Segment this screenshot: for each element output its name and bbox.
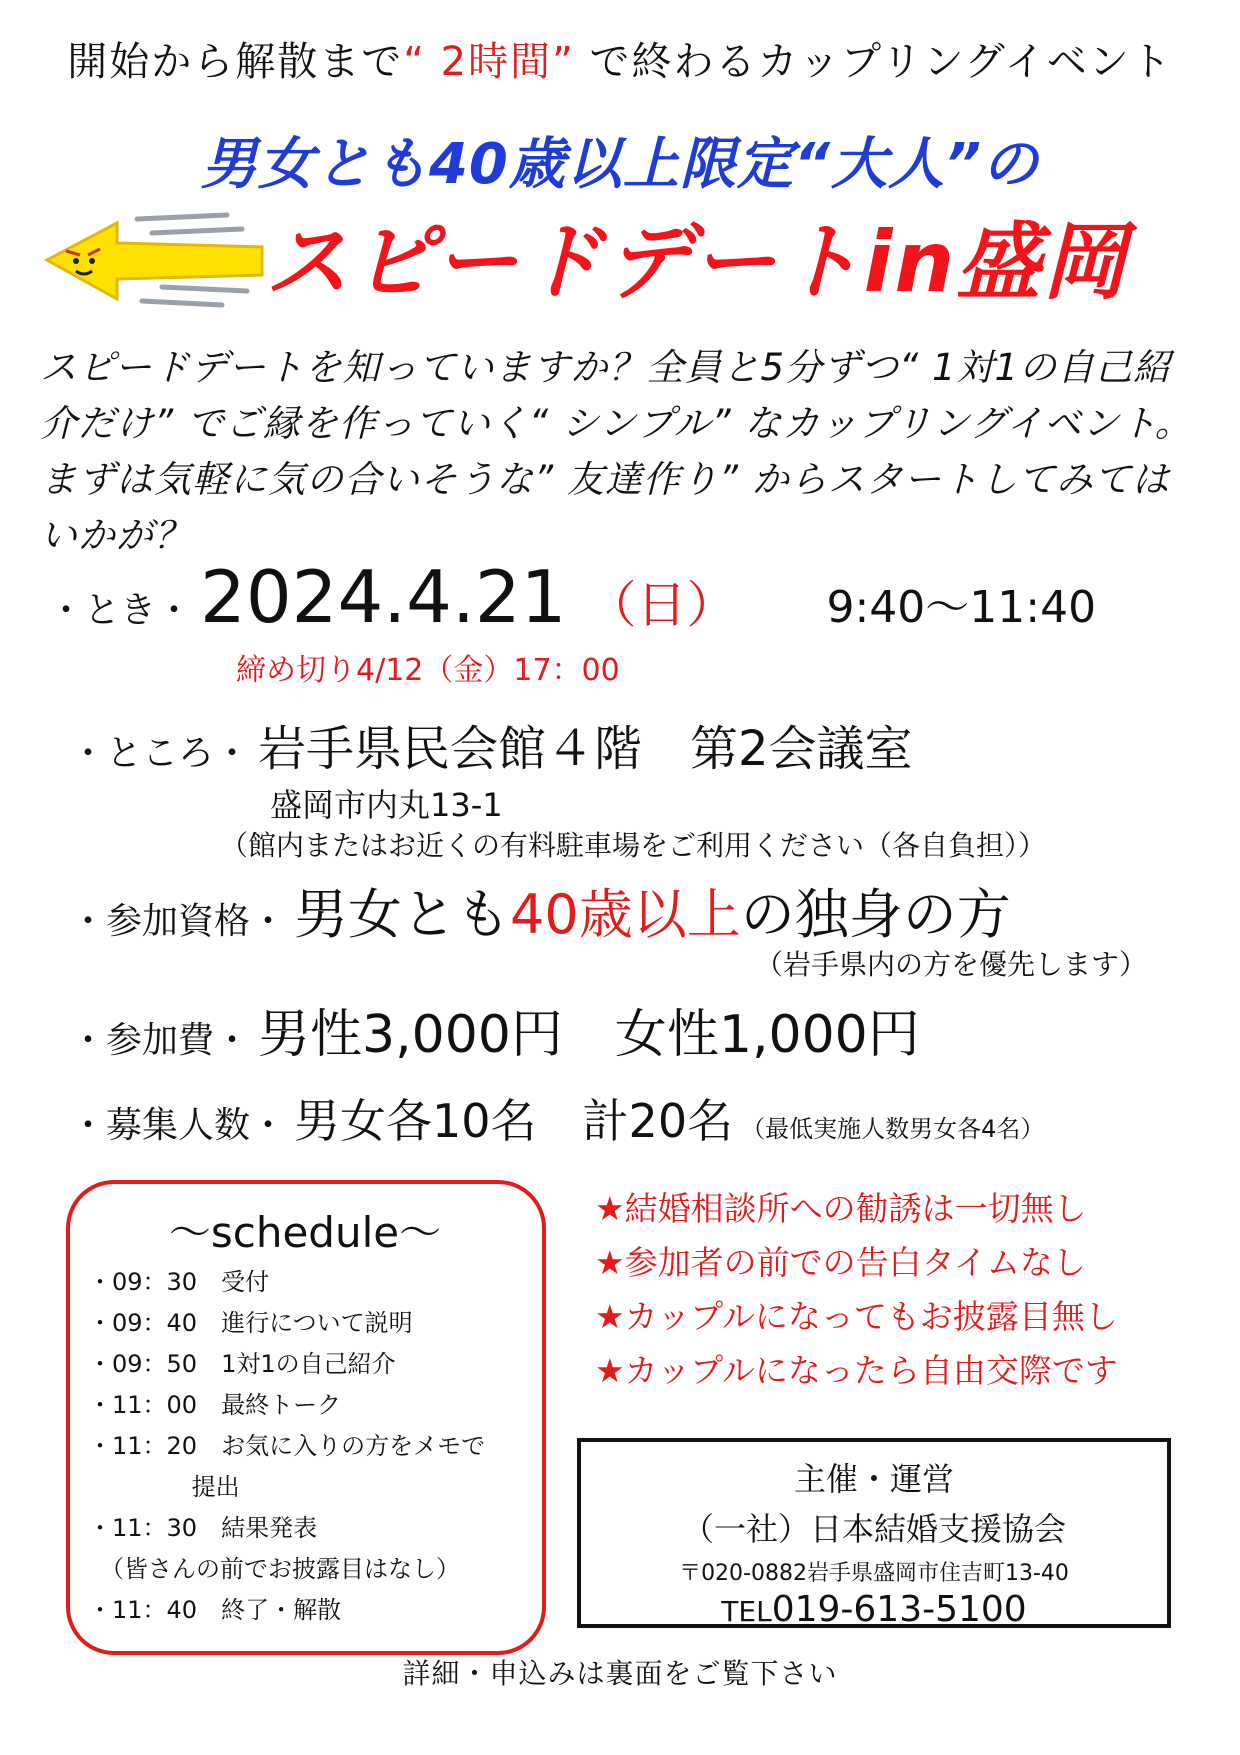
schedule-item: （皆さんの前でお披露目はなし） (88, 1555, 460, 1583)
tagline-text: 開始から解散まで (67, 39, 404, 85)
footer-note: 詳細・申込みは裏面をご覧下さい (402, 1657, 838, 1690)
capacity-value: 男女各10名 計20名 (294, 1094, 734, 1148)
schedule-item: ・09：40 進行について説明 (88, 1309, 413, 1337)
eligibility-pre: 男女とも (294, 883, 511, 946)
fee-row (70, 992, 920, 1067)
place-label: ・ところ・ (70, 733, 251, 774)
time-label: ・とき・ (48, 590, 193, 631)
note-item: ★カップルになったら自由交際です (595, 1351, 1118, 1390)
note-item: ★参加者の前での告白タイムなし (595, 1243, 1086, 1282)
fee-value: 男性3,000円 女性1,000円 (258, 1005, 920, 1065)
place-name: 岩手県民会館４階 第2会議室 (258, 721, 913, 777)
organizer-tel: 019-613-5100 (771, 1589, 1027, 1630)
schedule-item: ・11：30 結果発表 (88, 1514, 318, 1542)
capacity-row (70, 1085, 1044, 1151)
note-item: ★カップルになってもお披露目無し (595, 1297, 1118, 1336)
schedule-item: ・09：50 1対1の自己紹介 (88, 1350, 396, 1378)
schedule-item: ・09：30 受付 (88, 1268, 270, 1296)
schedule-item: 提出 (88, 1473, 240, 1501)
schedule-item: ・11：40 終了・解散 (88, 1596, 342, 1624)
eligibility-post: の独身の方 (740, 883, 1011, 946)
title-line1: 男女とも40歳以上限定“大人”の (200, 132, 1040, 197)
schedule-title: 〜schedule〜 (168, 1208, 442, 1257)
event-date: 2024.4.21 (200, 555, 567, 639)
tagline-highlight: “ 2時間” (403, 39, 575, 85)
eligibility-label: ・参加資格・ (70, 901, 287, 942)
tagline-text-post: で終わるカップリングイベント (574, 39, 1173, 85)
arrow-mascot-icon (42, 205, 272, 319)
organizer-role: 主催・運営 (793, 1460, 954, 1498)
eligibility-note: （岩手県内の方を優先します） (755, 948, 1148, 981)
schedule-item: ・11：00 最終トーク (88, 1391, 342, 1419)
capacity-note: （最低実施人数男女各4名） (741, 1115, 1045, 1143)
event-hours: 9:40〜11:40 (826, 582, 1097, 633)
place-row (70, 710, 913, 779)
parking-note: （館内またはお近くの有料駐車場をご利用ください（各自負担）） (220, 829, 1047, 862)
capacity-label: ・募集人数・ (70, 1105, 287, 1146)
schedule-item: ・11：20 お気に入りの方をメモで (88, 1432, 486, 1460)
deadline: 締め切り4/12（金）17：00 (236, 653, 620, 688)
notes-list (595, 1182, 1118, 1398)
note-item: ★結婚相談所への勧誘は一切無し (595, 1189, 1087, 1228)
organizer-tel-line (581, 1589, 1167, 1630)
organizer-box (577, 1438, 1171, 1628)
date-row (48, 555, 1096, 639)
event-weekday: （日） (586, 576, 737, 634)
schedule-list (88, 1262, 485, 1631)
organizer-address: 〒020-0882岩手県盛岡市住吉町13-40 (679, 1561, 1069, 1586)
tagline (0, 30, 1240, 87)
eligibility-highlight: 40歳以上 (510, 883, 741, 946)
fee-label: ・参加費・ (70, 1020, 251, 1061)
organizer-name: （一社）日本結婚支援協会 (681, 1510, 1066, 1548)
intro-paragraph: スピードデートを知っていますか？全員と5分ずつ“ 1対1の自己紹介だけ” でご縁を作っていく“ シンプル” なカップリングイベント。まずは気軽に気の合いそうな” 友達作り” からスタートしてみてはいかが？ (40, 346, 1193, 557)
title-line2: スピードデートin盛岡 (265, 213, 1129, 311)
tel-prefix: TEL (721, 1595, 772, 1628)
place-address: 盛岡市内丸13-1 (270, 786, 503, 824)
eligibility-row (70, 872, 1011, 949)
